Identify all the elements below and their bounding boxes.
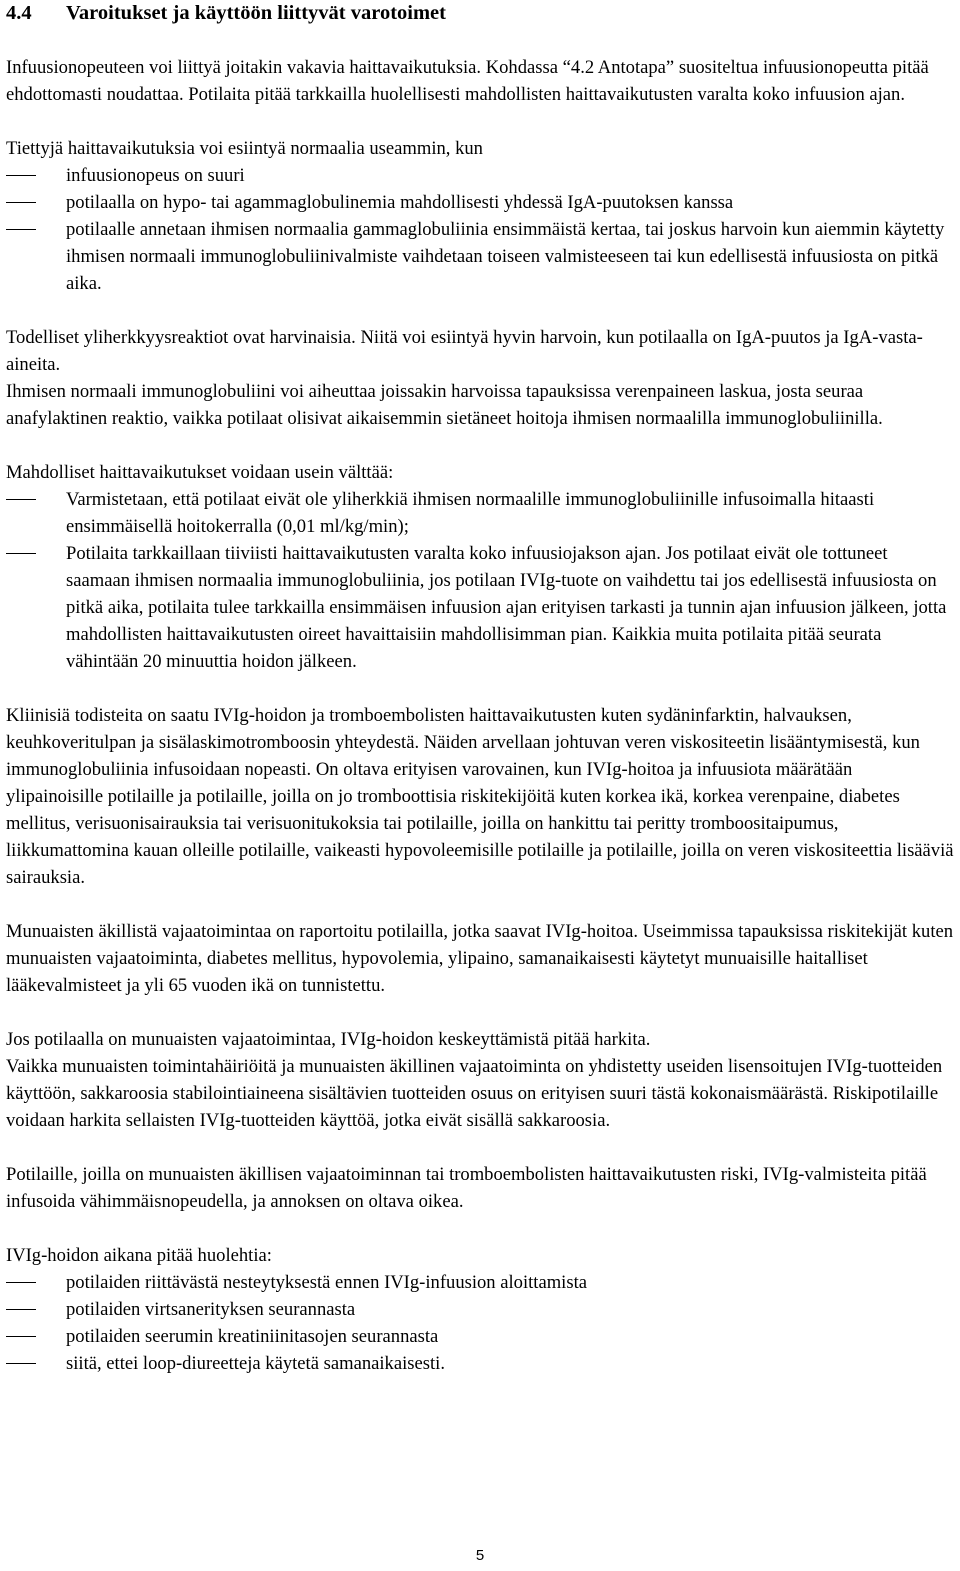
list-item: potilaiden riittävästä nesteytyksestä ennen IVIg-infuusion aloittamista xyxy=(66,1272,588,1293)
paragraph-thromboembolism: Kliinisiä todisteita on saatu IVIg-hoidon ja tromboembolisten haittavaikutusten kuten sydäninfarktin, halvauksen, keuhkoveritulpan ja sisälaskimotromboosin yhteydestä. Näiden arvellaan johtuvan veren viskositeetin lisääntymisestä, kun immunoglobuliinia infusoidaan nopeasti. On oltava erityisen varovainen, kun IVIg-hoitoa ja infuusiota määrätään ylipainoisille potilaille ja potilaille, joilla on jo tromboottisia riskitekijöitä kuten korkea ikä, korkea verenpaine, diabetes mellitus, verisuonisairauksia tai verisuonitukoksia tai potilaille, joilla on hankittu tai peritty tromboositaipumus, liikkumattomina kauan olleille potilaille, vaikeasti hypovoleemisille potilaille ja potilaille, joilla on veren viskositeettia lisääviä sairauksia. xyxy=(6,705,954,888)
list-item: siitä, ettei loop-diureetteja käytetä samanaikaisesti. xyxy=(66,1353,445,1374)
paragraph-discontinuation: Jos potilaalla on munuaisten vajaatoimintaa, IVIg-hoidon keskeyttämistä pitää harkita. xyxy=(6,1029,651,1050)
care-list xyxy=(6,1269,954,1377)
list-item: Varmistetaan, että potilaat eivät ole yliherkkiä ihmisen normaalille immunoglobuliinille infusoimalla hitaasti ensimmäisellä hoitokerralla (0,01 ml/kg/min); xyxy=(66,489,875,537)
list-item: Potilaita tarkkaillaan tiiviisti haittavaikutusten varalta koko infuusiojakson ajan. Jos potilaat eivät ole tottuneet saamaan ihmisen normaalia immunoglobuliinia, jos potilaan IVIg-tuote on vaihdettu tai jos edellisestä infuusiosta on pitkä aika, potilaita tulee tarkkailla ensimmäisen infuusion ajan erityisen tarkasti ja tunnin ajan infuusion jälkeen, jotta mahdollisten haittavaikutusten oireet havaittaisiin mahdollisimman pian. Kaikkia muita potilaita pitää seurata vähintään 20 minuuttia hoidon jälkeen. xyxy=(66,543,947,672)
paragraph-care-intro: IVIg-hoidon aikana pitää huolehtia: xyxy=(6,1245,272,1266)
paragraph-frequent-reactions-intro: Tiettyjä haittavaikutuksia voi esiintyä normaalia useammin, kun xyxy=(6,138,483,159)
avoidance-measures-list xyxy=(6,486,954,675)
list-item: potilaiden seerumin kreatiniinitasojen seurannasta xyxy=(66,1326,439,1347)
paragraph-infusion-rate: Infuusionopeuteen voi liittyä joitakin vakavia haittavaikutuksia. Kohdassa “4.2 Antotapa” suositeltua infuusionopeutta pitää ehdottomasti noudattaa. Potilaita pitää tarkkailla huolellisesti mahdollisten haittavaikutusten varalta koko infuusion ajan. xyxy=(6,57,929,105)
list-item: potilaiden virtsanerityksen seurannasta xyxy=(66,1299,356,1320)
list-item: potilaalla on hypo- tai agammaglobulinemia mahdollisesti yhdessä IgA-puutoksen kanssa xyxy=(66,192,734,213)
paragraph-sucrose: Vaikka munuaisten toimintahäiriöitä ja munuaisten äkillinen vajaatoiminta on yhdistetty useiden lisensoitujen IVIg-tuotteiden käyttöön, sakkaroosia stabilointiaineena sisältävien tuotteiden osuus on erityisen suuri tästä kokonaismäärästä. Riskipotilaille voidaan harkita sellaisten IVIg-tuotteiden käyttöä, jotka eivät sisällä sakkaroosia. xyxy=(6,1056,943,1131)
paragraph-minimum-rate: Potilaille, joilla on munuaisten äkillisen vajaatoiminnan tai tromboembolisten haittavaikutusten riski, IVIg-valmisteita pitää infusoida vähimmäisnopeudella, ja annoksen on oltava oikea. xyxy=(6,1164,927,1212)
paragraph-renal-failure: Munuaisten äkillistä vajaatoimintaa on raportoitu potilailla, jotka saavat IVIg-hoitoa. Useimmissa tapauksissa riskitekijät kuten munuaisten vajaatoiminta, diabetes mellitus, hypovolemia, ylipaino, samanaikaisesti käytetyt munuaisille haitalliset lääkevalmisteet ja yli 65 vuoden ikä on tunnistettu. xyxy=(6,921,954,996)
section-title: Varoitukset ja käyttöön liittyvät varotoimet xyxy=(66,2,446,24)
list-item: infuusionopeus on suuri xyxy=(66,165,245,186)
paragraph-hypersensitivity: Todelliset yliherkkyysreaktiot ovat harvinaisia. Niitä voi esiintyä hyvin harvoin, kun potilaalla on IgA-puutos ja IgA-vasta-aineita. xyxy=(6,327,923,375)
paragraph-avoidance-intro: Mahdolliset haittavaikutukset voidaan usein välttää: xyxy=(6,462,394,483)
paragraph-hypotension: Ihmisen normaali immunoglobuliini voi aiheuttaa joissakin harvoissa tapauksissa verenpaineen laskua, josta seuraa anafylaktinen reaktio, vaikka potilaat olisivat aikaisemmin sietäneet hoitoja ihmisen normaalilla immunoglobuliinilla. xyxy=(6,381,883,429)
risk-conditions-list xyxy=(6,162,954,297)
section-heading xyxy=(6,0,954,27)
section-number: 4.4 xyxy=(6,2,32,24)
list-item: potilaalle annetaan ihmisen normaalia gammaglobuliinia ensimmäistä kertaa, tai joskus harvoin kun aiemmin käytetty ihmisen normaali immunoglobuliinivalmiste vaihdetaan toiseen valmisteeseen tai kun edellisestä infuusiosta on pitkä aika. xyxy=(66,219,945,294)
document-page xyxy=(6,0,954,1377)
page-number: 5 xyxy=(475,1547,485,1564)
